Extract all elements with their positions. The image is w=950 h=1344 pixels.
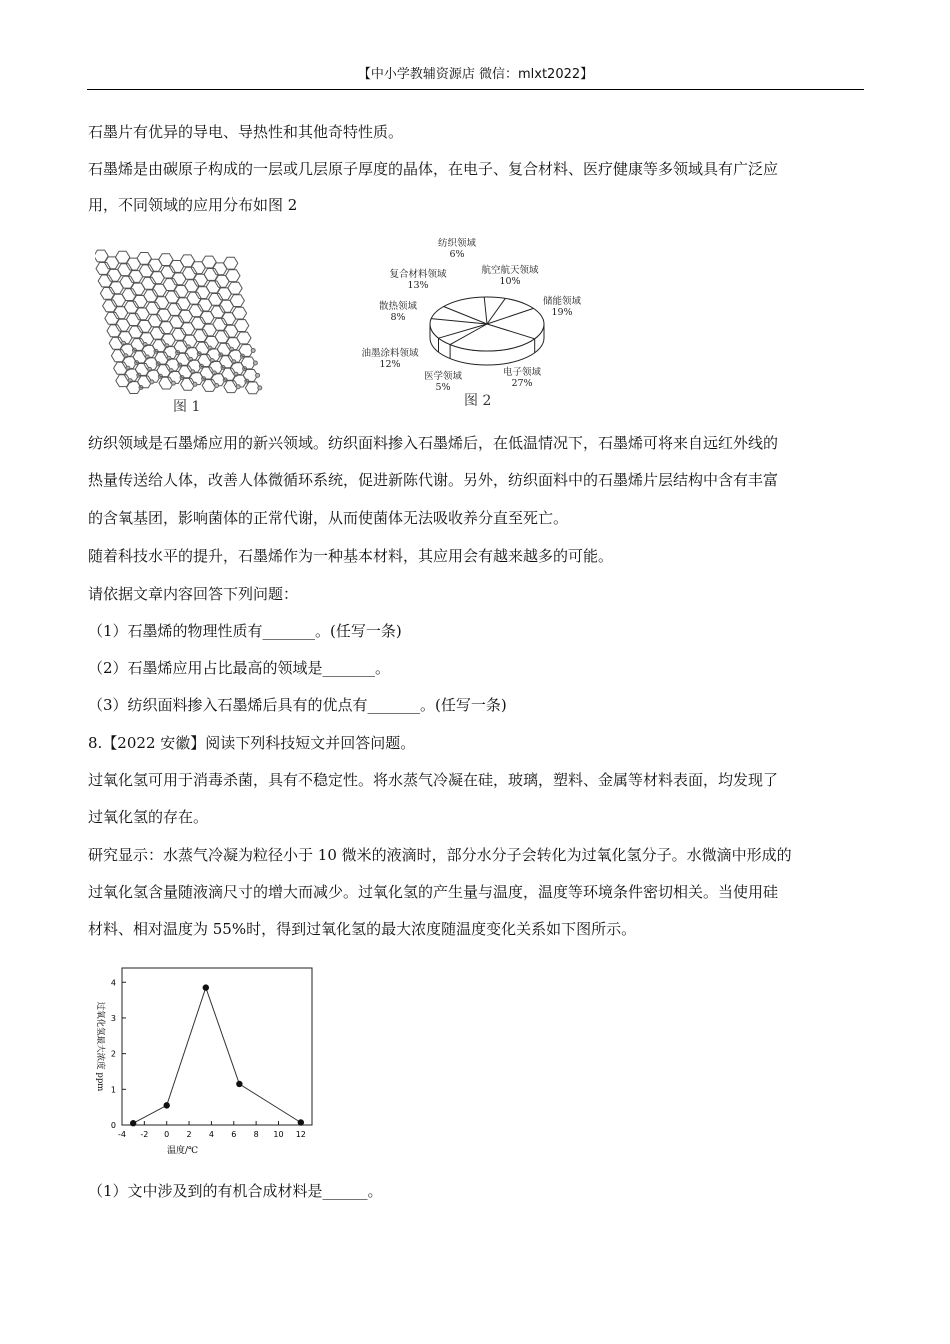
lattice-atom (150, 380, 154, 384)
pie-slice-percent: 19% (551, 307, 573, 318)
y-axis-label: 过氧化氢最大浓度 ppm (95, 1001, 105, 1092)
question-line: （2）石墨烯应用占比最高的领域是_______。 (88, 659, 391, 677)
lattice-hexagon (237, 332, 251, 344)
lattice-atom (256, 373, 260, 377)
paragraph-line: 纺织领域是石墨烯应用的新兴领域。纺织面料掺入石墨烯后，在低温情况下，石墨烯可将来自远红外线的 (88, 434, 779, 452)
lattice-hexagon (228, 282, 242, 294)
y-tick-label: 4 (110, 978, 116, 988)
paragraph-line: 材料、相对温度为 55%时，得到过氧化氢的最大浓度随温度变化关系如下图所示。 (88, 920, 637, 938)
plot-frame (122, 968, 312, 1125)
pie-slice-percent: 12% (379, 359, 401, 370)
x-tick-label: -2 (140, 1130, 149, 1139)
paragraph-line: 随着科技水平的提升，石墨烯作为一种基本材料，其应用会有越来越多的可能。 (88, 547, 614, 565)
y-tick-label: 3 (110, 1013, 116, 1023)
pie-slice-label: 航空航天领域 (481, 265, 539, 276)
lattice-atom (251, 349, 255, 353)
paragraph-line: 过氧化氢含量随液滴尺寸的增大而减少。过氧化氢的产生量与温度，温度等环境条件密切相关。当使用硅 (88, 883, 779, 901)
lattice-hexagon (234, 320, 248, 332)
x-tick-label: 0 (164, 1130, 170, 1139)
lattice-hexagon (230, 295, 244, 307)
paragraph-line: 热量传送给人体，改善人体微循环系统，促进新陈代谢。另外，纺织面料中的石墨烯片层结构中含有丰富 (88, 471, 779, 489)
paragraph-line: 石墨烯是由碳原子构成的一层或几层原子厚度的晶体，在电子、复合材料、医疗健康等多领域具有广泛应 (88, 160, 779, 178)
lattice-hexagon (232, 307, 246, 319)
x-tick-label: -4 (118, 1130, 126, 1139)
pie-slice-label: 电子领域 (502, 367, 542, 378)
x-tick-label: 8 (253, 1130, 259, 1139)
pie-slice-percent: 6% (449, 249, 465, 260)
question-heading: 8.【2022 安徽】阅读下列科技短文并回答问题。 (88, 734, 416, 752)
paragraph-line: 过氧化氢可用于消毒杀菌，具有不稳定性。将水蒸气冷凝在硅，玻璃，塑料、金属等材料表面，均发现了 (88, 771, 779, 789)
x-tick-label: 2 (186, 1130, 192, 1139)
x-tick-label: 12 (295, 1130, 306, 1139)
figure1-caption: 图 1 (173, 399, 201, 415)
y-tick-label: 1 (110, 1085, 116, 1095)
pie-slice-label: 储能领域 (542, 296, 582, 307)
lattice-hexagon (223, 257, 237, 269)
paragraph-line: 研究显示：水蒸气冷凝为粒径小于 10 微米的液滴时，部分水分子会转化为过氧化氢分子。水微滴中形成的 (88, 846, 792, 864)
pie-slice-label: 医学领域 (423, 371, 463, 382)
lattice-atom (171, 381, 175, 385)
data-point (236, 1081, 242, 1087)
pie-slice-label: 纺织领域 (437, 238, 477, 249)
pie-slice-label: 复合材料领域 (389, 269, 447, 280)
data-point (130, 1120, 136, 1126)
lattice-atom (258, 386, 262, 390)
data-point (164, 1102, 170, 1108)
lattice-atom (253, 361, 257, 365)
paragraph-line: 用，不同领域的应用分布如图 2 (88, 196, 298, 214)
application-pie-chart (360, 232, 600, 412)
paragraph-line: 石墨片有优异的导电、导热性和其他奇特性质。 (88, 123, 404, 141)
question-line: （1）文中涉及到的有机合成材料是______。 (88, 1182, 383, 1200)
paragraph-line: 的含氧基团，影响菌体的正常代谢，从而使菌体无法吸收养分直至死亡。 (88, 509, 569, 527)
lattice-atom (236, 385, 240, 389)
lattice-hexagon (226, 270, 240, 282)
x-tick-label: 4 (208, 1130, 214, 1139)
paragraph-line: 过氧化氢的存在。 (88, 808, 209, 826)
pie-slice-percent: 8% (390, 312, 406, 323)
pie-slice-percent: 5% (435, 382, 451, 393)
data-line (133, 988, 301, 1124)
h2o2-concentration-line-chart (86, 960, 326, 1165)
data-point (298, 1119, 304, 1125)
pie-slice-percent: 13% (407, 280, 429, 291)
paragraph-line: 请依据文章内容回答下列问题： (88, 585, 299, 603)
y-tick-label: 2 (110, 1049, 116, 1059)
y-tick-label: 0 (110, 1121, 116, 1130)
page-header: 【中小学教辅资源店 微信：mlxt2022】 (87, 62, 864, 90)
x-tick-label: 10 (273, 1130, 284, 1139)
pie-slice-label: 散热领域 (378, 301, 418, 312)
x-axis-label: 温度/℃ (167, 1146, 199, 1156)
pie-slice-percent: 27% (511, 378, 533, 389)
question-line: （1）石墨烯的物理性质有_______。(任写一条) (88, 622, 402, 640)
graphene-lattice-figure (95, 248, 275, 420)
pie-chart-title: 图 2 (464, 393, 492, 409)
question-line: （3）纺织面料掺入石墨烯后具有的优点有_______。(任写一条) (88, 696, 507, 714)
lattice-atom (193, 382, 197, 386)
pie-slice-label: 油墨涂料领域 (361, 348, 419, 359)
x-tick-label: 6 (231, 1130, 237, 1139)
pie-slice-percent: 10% (499, 276, 521, 287)
lattice-atom (215, 384, 219, 388)
data-point (203, 984, 209, 990)
